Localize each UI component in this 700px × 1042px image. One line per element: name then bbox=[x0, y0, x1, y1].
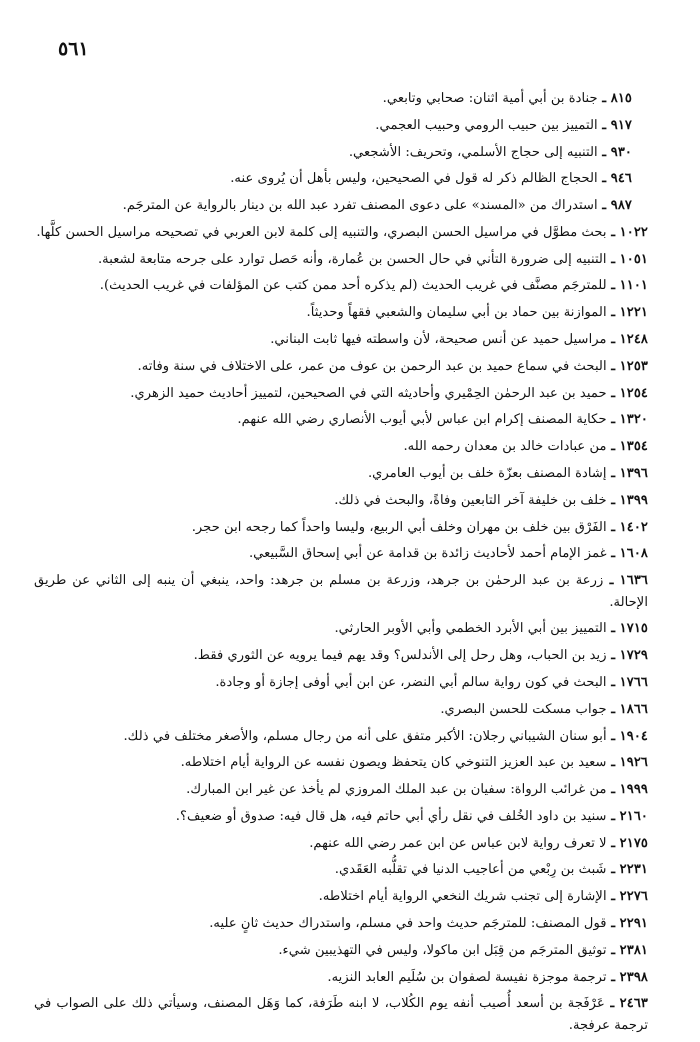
entry-text: التمييز بين حبيب الرومي وحبيب العجمي. bbox=[375, 117, 598, 133]
list-item: ١٠٢٢ ـ بحث مطوَّل في مراسيل الحسن البصري، والتنبيه إلى كلمة لابن العربي في تصحيحه مراسيل الحسن كلَّها. bbox=[36, 224, 648, 240]
entry-number: ١٢٥٣ bbox=[619, 358, 648, 374]
entry-text: مراسيل حميد عن أنس صحيحة، لأن واسطته فيها ثابت البناني. bbox=[270, 332, 607, 348]
list-item: ١٦٣٦ ـ زرعة بن عبد الرحمٰن بن جرهد، وزرعة بن مسلم بن جرهد: واحد، ينبغي أن ينبه إلى الثاني عن طريق الإحالة. bbox=[34, 573, 648, 610]
page-number: ٥٦١ bbox=[58, 38, 89, 60]
entry-number: ١١٠١ bbox=[619, 278, 648, 294]
entry-text: لا تعرف رواية لابن عباس عن ابن عمر رضي الله عنهم. bbox=[309, 835, 607, 851]
entry-number: ٩٤٦ bbox=[610, 171, 632, 187]
entry-number: ١٩٢٦ bbox=[619, 755, 648, 771]
list-item: ١٢٢١ ـ الموازنة بين حماد بن أبي سليمان والشعبي فقهاً وحديثاً. bbox=[306, 305, 648, 321]
entry-number: ١٧١٥ bbox=[619, 621, 648, 637]
list-item: ١٣٥٤ ـ من عبادات خالد بن معدان رحمه الله. bbox=[403, 439, 648, 455]
entry-number: ١٧٦٦ bbox=[619, 675, 648, 690]
list-item: ٩٣٠ ـ التنبيه إلى حجاج الأسلمي، وتحريف: الأشجعي. bbox=[348, 144, 632, 160]
entry-number: ١٣٩٩ bbox=[619, 492, 648, 508]
entry-number: ٢٤٦٣ bbox=[619, 996, 649, 1012]
entry-text: سعيد بن عبد العزيز التنوخي كان يتحفظ ويصون نفسه عن الرواية أيام اختلاطه. bbox=[180, 755, 607, 771]
entry-number: ٢٣٩٨ bbox=[619, 969, 648, 985]
list-item: ١٢٥٣ ـ البحث في سماع حميد بن عبد الرحمن بن عوف من عمر، على الاختلاف في سنة وفاته. bbox=[137, 358, 648, 374]
entry-text: الفَرْق بين خلف بن مهران وخلف أبي الربيع، وليسا واحداً كما رجحه ابن حجر. bbox=[191, 519, 607, 535]
list-item: ١٣٢٠ ـ حكاية المصنف إكرام ابن عباس لأبي أيوب الأنصاري رضي الله عنهم. bbox=[237, 412, 648, 428]
entry-text: زيد بن الحباب، وهل رحل إلى الأندلس؟ وقد يهم فيما يرويه عن الثوري فقط. bbox=[193, 648, 607, 664]
entry-number: ١٠٢٢ bbox=[619, 224, 648, 240]
entry-number: ١٣٢٠ bbox=[619, 412, 648, 428]
list-item: ٢١٧٥ ـ لا تعرف رواية لابن عباس عن ابن عمر رضي الله عنهم. bbox=[309, 835, 648, 851]
entry-number: ١٢٢١ bbox=[619, 305, 648, 321]
entry-text: سنيد بن داود الخُلف في نقل رأي أبي حاتم فيه، هل قال فيه: صدوق أو ضعيف؟. bbox=[175, 808, 607, 824]
entry-text: شَبث بن رِبْعي من أعاجيب الدنيا في تقلُّبه العَقَدي. bbox=[334, 862, 607, 878]
index-entries bbox=[34, 88, 656, 1042]
list-item: ١٦٠٨ ـ غمز الإمام أحمد لأحاديث زائدة بن قدامة عن أبي إسحاق السَّبيعي. bbox=[248, 546, 648, 562]
entry-text: حكاية المصنف إكرام ابن عباس لأبي أيوب الأنصاري رضي الله عنهم. bbox=[237, 412, 607, 428]
entry-number: ٢٣٨١ bbox=[619, 942, 648, 958]
entry-number: ١٦٠٨ bbox=[619, 546, 648, 562]
entry-text: بحث مطوَّل في مراسيل الحسن البصري، والتنبيه إلى كلمة لابن العربي في تصحيحه مراسيل الحسن كلَّها. bbox=[36, 224, 607, 240]
list-item: ١٤٠٢ ـ الفَرْق بين خلف بن مهران وخلف أبي الربيع، وليسا واحداً كما رجحه ابن حجر. bbox=[191, 519, 648, 535]
entry-number: ٢١٦٠ bbox=[619, 808, 648, 824]
entry-number: ٩٣٠ bbox=[610, 144, 632, 160]
list-item: ١٧٢٩ ـ زيد بن الحباب، وهل رحل إلى الأندلس؟ وقد يهم فيما يرويه عن الثوري فقط. bbox=[193, 648, 648, 664]
entry-number: ٨١٥ bbox=[610, 91, 632, 106]
entry-text: قول المصنف: للمترجَم حديث واحد في مسلم، واستدراك حديث ثانٍ عليه. bbox=[209, 916, 607, 932]
list-item: ١٢٥٤ ـ حميد بن عبد الرحمٰن الحِمْيري وأحاديثه التي في الصحيحين، لتمييز أحاديث حميد الزهري. bbox=[130, 385, 648, 401]
list-item: ٩١٧ ـ التمييز بين حبيب الرومي وحبيب العجمي. bbox=[375, 117, 632, 133]
list-item: ١١٠١ ـ للمترجَم مصنَّف في غريب الحديث (لم يذكره أحد ممن كتب عن المؤلفات في غريب الحديث). bbox=[99, 278, 648, 294]
entry-number: ١٧٢٩ bbox=[619, 648, 648, 664]
entry-number: ٩١٧ bbox=[610, 117, 632, 133]
entry-number: ١٣٥٤ bbox=[619, 439, 648, 455]
list-item: ٨١٥ ـ جنادة بن أبي أمية اثنان: صحابي وتابعي. bbox=[382, 91, 632, 106]
list-item: ٢٢٧٦ ـ الإشارة إلى تجنب شريك النخعي الرواية أيام اختلاطه. bbox=[318, 889, 648, 905]
list-item: ١٧١٥ ـ التمييز بين أبي الأبرد الخطمي وأبي الأوبر الحارثي. bbox=[334, 621, 648, 637]
entry-number: ٢٢٩١ bbox=[619, 916, 648, 932]
entry-number: ٢٢٧٦ bbox=[619, 889, 648, 905]
list-item: ٢٣٨١ ـ توثيق المترجَم من قِبَل ابن ماكولا، وليس في التهذيبين شيء. bbox=[278, 942, 648, 958]
list-item: ١٢٤٨ ـ مراسيل حميد عن أنس صحيحة، لأن واسطته فيها ثابت البناني. bbox=[270, 332, 648, 348]
entry-text: من غرائب الرواة: سفيان بن عبد الملك المروزي لم يأخذ عن غير ابن المبارك. bbox=[186, 782, 607, 798]
entry-text: إشادة المصنف بعزّة خلف بن أيوب العامري. bbox=[367, 465, 607, 481]
entry-text: غمز الإمام أحمد لأحاديث زائدة بن قدامة عن أبي إسحاق السَّبيعي. bbox=[248, 546, 607, 562]
entry-text: حميد بن عبد الرحمٰن الحِمْيري وأحاديثه التي في الصحيحين، لتمييز أحاديث حميد الزهري. bbox=[130, 385, 607, 401]
entry-number: ١٣٩٦ bbox=[619, 465, 648, 481]
entry-text: أبو سنان الشيباني رجلان: الأكبر متفق على أنه من رجال مسلم، والأصغر مختلف في ذلك. bbox=[123, 728, 607, 744]
entry-number: ١٨٦٦ bbox=[619, 701, 648, 717]
entry-text: التنبيه إلى ضرورة التأني في حال الحسن بن عُمارة، وأنه حَصل توارد على جرحه متابعة لشعبة. bbox=[97, 251, 607, 267]
entry-number: ٢١٧٥ bbox=[619, 835, 648, 851]
entry-text: التنبيه إلى حجاج الأسلمي، وتحريف: الأشجعي. bbox=[348, 144, 598, 160]
entry-text: خلف بن خليفة آخر التابعين وفاةً، والبحث في ذلك. bbox=[334, 492, 607, 508]
entry-number: ١٢٥٤ bbox=[619, 385, 648, 401]
entry-number: ١٦٣٦ bbox=[619, 573, 648, 589]
list-item: ٢٣٩٨ ـ ترجمة موجزة نفيسة لصفوان بن سُلَيم العابد النزيه. bbox=[327, 969, 648, 985]
list-item: ١٩٩٩ ـ من غرائب الرواة: سفيان بن عبد الملك المروزي لم يأخذ عن غير ابن المبارك. bbox=[186, 782, 648, 798]
entry-number: ١٤٠٢ bbox=[619, 519, 648, 535]
list-item: ٢٢٩١ ـ قول المصنف: للمترجَم حديث واحد في مسلم، واستدراك حديث ثانٍ عليه. bbox=[209, 916, 648, 932]
entry-text: الحجاج الظالم ذكر له قول في الصحيحين، وليس بأهل أن يُروى عنه. bbox=[230, 171, 598, 187]
entry-text: عَرْفَجة بن أسعد أُصيب أنفه يوم الكُلاب، لا ابنه طَرَفة، كما وَهَل المصنف، وسيأتي ذلك على الصواب في ترجمة عرفجة. bbox=[34, 996, 648, 1033]
entry-text: جنادة بن أبي أمية اثنان: صحابي وتابعي. bbox=[382, 91, 598, 106]
entry-text: البحث في كون رواية سالم أبي النضر، عن ابن أبي أوفى إجازة أو وجادة. bbox=[215, 675, 607, 690]
entry-text: ترجمة موجزة نفيسة لصفوان بن سُلَيم العابد النزيه. bbox=[327, 969, 607, 985]
list-item: ٢١٦٠ ـ سنيد بن داود الخُلف في نقل رأي أبي حاتم فيه، هل قال فيه: صدوق أو ضعيف؟. bbox=[175, 808, 648, 824]
list-item: ٢٤٦٣ ـ عَرْفَجة بن أسعد أُصيب أنفه يوم الكُلاب، لا ابنه طَرَفة، كما وَهَل المصنف، وسيأتي ذلك على الصواب في ترجمة عرفجة. bbox=[34, 996, 649, 1033]
entry-text: البحث في سماع حميد بن عبد الرحمن بن عوف من عمر، على الاختلاف في سنة وفاته. bbox=[137, 358, 607, 374]
list-item: ١٩٢٦ ـ سعيد بن عبد العزيز التنوخي كان يتحفظ ويصون نفسه عن الرواية أيام اختلاطه. bbox=[180, 755, 648, 771]
entry-text: من عبادات خالد بن معدان رحمه الله. bbox=[403, 439, 607, 455]
list-item: ١٣٩٦ ـ إشادة المصنف بعزّة خلف بن أيوب العامري. bbox=[367, 465, 648, 481]
entry-number: ١٩٠٤ bbox=[619, 728, 648, 744]
entry-number: ١٢٤٨ bbox=[619, 332, 648, 348]
entry-number: ٩٨٧ bbox=[610, 198, 632, 214]
entry-text: توثيق المترجَم من قِبَل ابن ماكولا، وليس في التهذيبين شيء. bbox=[278, 942, 607, 958]
list-item: ١٩٠٤ ـ أبو سنان الشيباني رجلان: الأكبر متفق على أنه من رجال مسلم، والأصغر مختلف في ذلك. bbox=[123, 728, 648, 744]
entry-text: الإشارة إلى تجنب شريك النخعي الرواية أيام اختلاطه. bbox=[318, 889, 607, 905]
list-item: ١٨٦٦ ـ جواب مسكت للحسن البصري. bbox=[440, 701, 648, 717]
list-item: ٩٨٧ ـ استدراك من «المسند» على دعوى المصنف تفرد عبد الله بن دينار بالرواية عن المترجَم. bbox=[122, 198, 632, 214]
list-item: ٩٤٦ ـ الحجاج الظالم ذكر له قول في الصحيحين، وليس بأهل أن يُروى عنه. bbox=[230, 171, 632, 187]
entry-text: التمييز بين أبي الأبرد الخطمي وأبي الأوبر الحارثي. bbox=[334, 621, 607, 637]
list-item: ١٣٩٩ ـ خلف بن خليفة آخر التابعين وفاةً، والبحث في ذلك. bbox=[334, 492, 648, 508]
entry-number: ١٩٩٩ bbox=[619, 782, 648, 798]
list-item: ١٠٥١ ـ التنبيه إلى ضرورة التأني في حال الحسن بن عُمارة، وأنه حَصل توارد على جرحه متابعة لشعبة. bbox=[97, 251, 648, 267]
entry-text: استدراك من «المسند» على دعوى المصنف تفرد عبد الله بن دينار بالرواية عن المترجَم. bbox=[122, 198, 598, 214]
entry-text: زرعة بن عبد الرحمٰن بن جرهد، وزرعة بن مسلم بن جرهد: واحد، ينبغي أن ينبه إلى الثاني عن طريق الإحالة. bbox=[34, 573, 648, 610]
entry-text: للمترجَم مصنَّف في غريب الحديث (لم يذكره أحد ممن كتب عن المؤلفات في غريب الحديث). bbox=[99, 278, 607, 294]
list-item: ٢٢٣١ ـ شَبث بن رِبْعي من أعاجيب الدنيا في تقلُّبه العَقَدي. bbox=[334, 862, 648, 878]
list-item: ١٧٦٦ ـ البحث في كون رواية سالم أبي النضر، عن ابن أبي أوفى إجازة أو وجادة. bbox=[215, 675, 648, 690]
entry-text: جواب مسكت للحسن البصري. bbox=[440, 701, 607, 717]
entry-text: الموازنة بين حماد بن أبي سليمان والشعبي فقهاً وحديثاً. bbox=[306, 305, 607, 321]
entry-number: ٢٢٣١ bbox=[619, 862, 648, 878]
entry-number: ١٠٥١ bbox=[619, 251, 648, 267]
